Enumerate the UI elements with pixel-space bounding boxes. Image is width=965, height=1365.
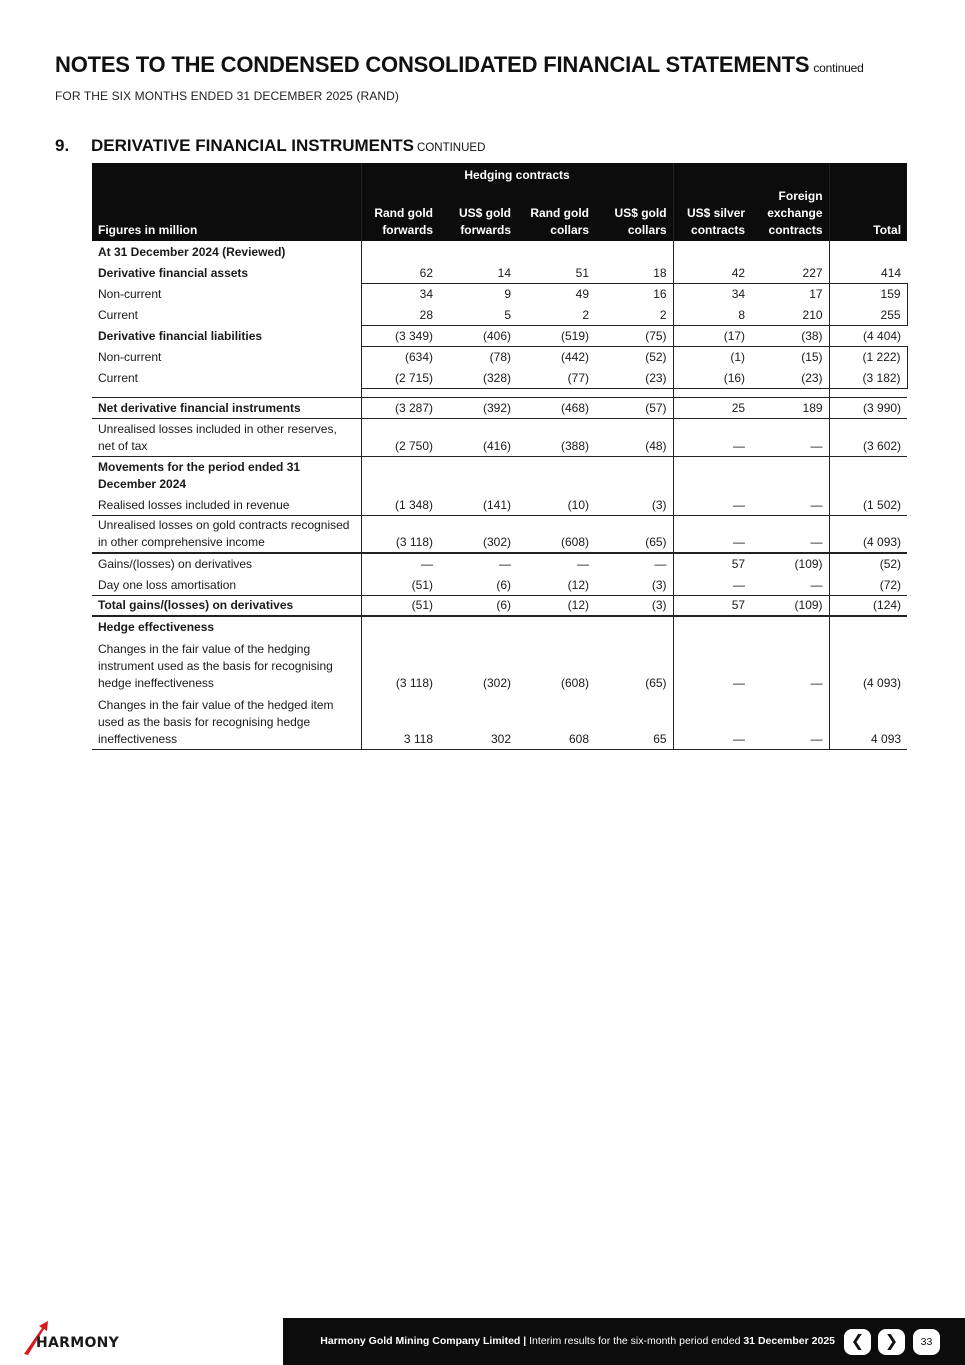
cell: 414: [829, 262, 907, 283]
cell: (23): [751, 367, 829, 388]
cell: 302: [439, 693, 517, 749]
cell: 3 118: [361, 693, 439, 749]
spacer-cell: [439, 388, 517, 397]
cell: (1): [673, 346, 751, 367]
cell: (3 349): [361, 325, 439, 346]
table-row: [92, 515, 907, 553]
cell: 210: [751, 304, 829, 325]
cell: (4 093): [829, 637, 907, 693]
cell: —: [751, 494, 829, 515]
cell: (1 502): [829, 494, 907, 515]
row-label: Movements for the period ended 31 December 2024: [98, 460, 301, 491]
cell: 25: [673, 397, 751, 418]
col-header-rand-gold-forwards: Rand gold forwards: [361, 187, 439, 241]
cell: (3 602): [829, 418, 907, 456]
cell: [361, 616, 439, 637]
cell: [595, 456, 673, 494]
section-title: DERIVATIVE FINANCIAL INSTRUMENTS: [91, 136, 415, 155]
cell: 5: [439, 304, 517, 325]
page-number: 33: [913, 1329, 940, 1355]
cell: [751, 616, 829, 637]
row-label: Derivative financial assets: [98, 266, 249, 280]
cell: [517, 616, 595, 637]
cell: 2: [517, 304, 595, 325]
spacer-row: [92, 388, 907, 397]
table-row: [92, 574, 907, 595]
cell: (10): [517, 494, 595, 515]
cell: [439, 241, 517, 262]
cell: [439, 616, 517, 637]
header-blank: [829, 163, 907, 187]
footer-text: [320, 1335, 835, 1347]
cell: (17): [673, 325, 751, 346]
cell: 2: [595, 304, 673, 325]
chevron-left-icon: ❮: [850, 1333, 865, 1350]
cell: 608: [517, 693, 595, 749]
cell: (109): [794, 557, 823, 571]
cell: 62: [361, 262, 439, 283]
cell: (406): [482, 328, 511, 343]
row-label: Current: [98, 371, 139, 385]
cell: (109): [751, 595, 829, 616]
section-suffix: CONTINUED: [417, 142, 486, 154]
col-header-usd-gold-forwards: US$ gold forwards: [439, 187, 517, 241]
header-blank: [751, 163, 829, 187]
next-page-button[interactable]: [878, 1329, 905, 1355]
row-label: Realised losses included in revenue: [92, 494, 361, 515]
col-header-fx-contracts: Foreign exchange contracts: [751, 187, 829, 241]
cell: 16: [595, 283, 673, 304]
cell: —: [577, 557, 589, 571]
cell: —: [673, 515, 751, 553]
cell: [439, 456, 517, 494]
page-title-text: NOTES TO THE CONDENSED CONSOLIDATED FINANCIAL STATEMENTS: [55, 52, 810, 77]
col-header-total: Total: [829, 187, 907, 241]
spacer-cell: [361, 388, 439, 397]
table-row: [92, 418, 907, 456]
cell: —: [751, 574, 829, 595]
cell: —: [361, 553, 439, 574]
cell: [829, 241, 907, 262]
cell: [673, 241, 751, 262]
table-row: [92, 397, 907, 418]
row-label: Total gains/(losses) on derivatives: [92, 595, 361, 616]
cell: (51): [361, 574, 439, 595]
cell: (65): [645, 676, 667, 690]
header-blank: [92, 163, 361, 187]
table-row: [92, 616, 907, 637]
cell: [517, 456, 595, 494]
row-label: Unrealised losses on gold contracts recognised in other comprehensive income: [92, 515, 361, 553]
cell: (634): [361, 346, 439, 367]
spacer-cell: [751, 388, 829, 397]
cell: (16): [673, 367, 751, 388]
cell: —: [673, 574, 751, 595]
cell: [517, 241, 595, 262]
cell: (3): [595, 595, 673, 616]
cell: (3 990): [829, 397, 907, 418]
cell: (52): [595, 346, 673, 367]
table-row: [92, 637, 907, 693]
table-row: [92, 553, 907, 574]
col-header-rand-gold-collars: Rand gold collars: [517, 187, 595, 241]
table-row: [92, 304, 907, 325]
cell: (2 715): [361, 367, 439, 388]
footer-description: Interim results for the six-month period ended: [529, 1335, 741, 1347]
table-row: [92, 456, 907, 494]
cell: 8: [673, 304, 751, 325]
cell: —: [673, 494, 751, 515]
cell: (392): [439, 397, 517, 418]
footer-date: 31 December 2025: [743, 1335, 835, 1347]
cell: (388): [517, 418, 595, 456]
cell: (1 222): [829, 346, 907, 367]
cell: (3 182): [829, 367, 907, 388]
table-row: [92, 346, 907, 367]
cell: (1 348): [361, 494, 439, 515]
cell: (608): [517, 515, 595, 553]
cell: 65: [595, 693, 673, 749]
row-label: Day one loss amortisation: [92, 574, 361, 595]
cell: (12): [517, 595, 595, 616]
cell: (3 287): [361, 397, 439, 418]
cell: (65): [595, 515, 673, 553]
cell: —: [499, 557, 511, 571]
cell: 255: [829, 304, 907, 325]
cell: (2 750): [361, 418, 439, 456]
row-label: Unrealised losses included in other reserves, net of tax: [92, 418, 361, 456]
row-label: Changes in the fair value of the hedging instrument used as the basis for recognising hedge ineffectiveness: [98, 642, 333, 690]
cell: [361, 456, 439, 494]
cell: 18: [653, 265, 667, 280]
spacer-cell: [92, 388, 361, 397]
cell: [673, 616, 751, 637]
cell: 9: [439, 283, 517, 304]
cell: (416): [439, 418, 517, 456]
cell: [361, 241, 439, 262]
cell: (3): [595, 574, 673, 595]
cell: 42: [673, 262, 751, 283]
cell: (4 404): [829, 325, 907, 346]
cell: (57): [595, 397, 673, 418]
row-label: Derivative financial liabilities: [98, 329, 263, 343]
cell: (141): [439, 494, 517, 515]
cell: —: [751, 418, 829, 456]
cell: (124): [829, 595, 907, 616]
cell: (48): [595, 418, 673, 456]
prev-page-button[interactable]: [844, 1329, 871, 1355]
table-row: [92, 494, 907, 515]
table-row: [92, 595, 907, 616]
row-label: Changes in the fair value of the hedged item used as the basis for recognising hedge ineffectiveness: [92, 693, 361, 749]
cell: 49: [517, 283, 595, 304]
row-label: Current: [98, 308, 139, 322]
cell: 57: [673, 553, 751, 574]
cell: [829, 616, 907, 637]
cell: 51: [575, 265, 589, 280]
chevron-right-icon: ❯: [884, 1333, 899, 1350]
section-number: 9.: [55, 136, 70, 155]
cell: —: [751, 693, 829, 749]
cell: (75): [645, 328, 667, 343]
row-label: Hedge effectiveness: [98, 620, 215, 634]
cell: (6): [439, 595, 517, 616]
spacer-cell: [673, 388, 751, 397]
row-label: At 31 December 2024 (Reviewed): [98, 245, 286, 259]
cell: 34: [361, 283, 439, 304]
cell: [595, 241, 673, 262]
page-subtitle: FOR THE SIX MONTHS ENDED 31 DECEMBER 2025 (RAND): [55, 89, 399, 103]
table-row: [92, 262, 907, 283]
row-label: Gains/(losses) on derivatives: [98, 557, 253, 571]
spacer-cell: [829, 388, 907, 397]
cell: (3 118): [361, 637, 439, 693]
spacer-cell: [517, 388, 595, 397]
cell: (3): [595, 494, 673, 515]
col-header-usd-silver-contracts: US$ silver contracts: [673, 187, 751, 241]
cell: [751, 241, 829, 262]
cell: (519): [560, 328, 589, 343]
footer-company: Harmony Gold Mining Company Limited: [320, 1335, 521, 1347]
cell: —: [673, 418, 751, 456]
cell: (442): [517, 346, 595, 367]
cell: 17: [751, 283, 829, 304]
cell: 4 093: [829, 693, 907, 749]
cell: —: [673, 637, 751, 693]
table-row: [92, 367, 907, 388]
row-label: Non-current: [98, 287, 162, 301]
cell: —: [673, 693, 751, 749]
cell: 34: [673, 283, 751, 304]
row-header: Figures in million: [92, 187, 361, 241]
cell: (15): [751, 346, 829, 367]
cell: (23): [595, 367, 673, 388]
cell: [673, 456, 751, 494]
cell: (302): [439, 515, 517, 553]
cell: (51): [361, 595, 439, 616]
spacer-cell: [595, 388, 673, 397]
harmony-logo-text: HARMONY: [36, 1335, 120, 1351]
footer-bar: [283, 1318, 965, 1365]
cell: 57: [673, 595, 751, 616]
cell: —: [751, 515, 829, 553]
cell: (12): [517, 574, 595, 595]
cell: [595, 616, 673, 637]
cell: (6): [439, 574, 517, 595]
cell: (468): [517, 397, 595, 418]
table-row: [92, 693, 907, 749]
table-row: [92, 241, 907, 262]
cell: 159: [829, 283, 907, 304]
cell: (608): [560, 676, 589, 690]
page-title-suffix: continued: [813, 61, 864, 75]
page-title: [55, 52, 864, 78]
row-label: Net derivative financial instruments: [92, 397, 361, 418]
row-label: Non-current: [98, 350, 162, 364]
cell: 189: [751, 397, 829, 418]
cell: [751, 456, 829, 494]
derivatives-table: [92, 163, 908, 750]
cell: (302): [482, 676, 511, 690]
header-blank: [673, 163, 751, 187]
table-row: [92, 283, 907, 304]
cell: 28: [361, 304, 439, 325]
cell: (328): [439, 367, 517, 388]
cell: —: [810, 676, 823, 690]
cell: (4 093): [829, 515, 907, 553]
cell: 14: [497, 265, 511, 280]
hedging-contracts-header: Hedging contracts: [361, 163, 673, 187]
cell: —: [654, 557, 667, 571]
footer-separator: |: [523, 1335, 527, 1347]
section-heading: [55, 136, 485, 156]
cell: (3 118): [361, 515, 439, 553]
table-row: [92, 325, 907, 346]
cell: 227: [802, 265, 823, 280]
col-header-usd-gold-collars: US$ gold collars: [595, 187, 673, 241]
cell: [829, 456, 907, 494]
cell: (77): [517, 367, 595, 388]
cell: (38): [801, 328, 823, 343]
cell: (72): [829, 574, 907, 595]
cell: (52): [829, 553, 907, 574]
cell: (78): [439, 346, 517, 367]
